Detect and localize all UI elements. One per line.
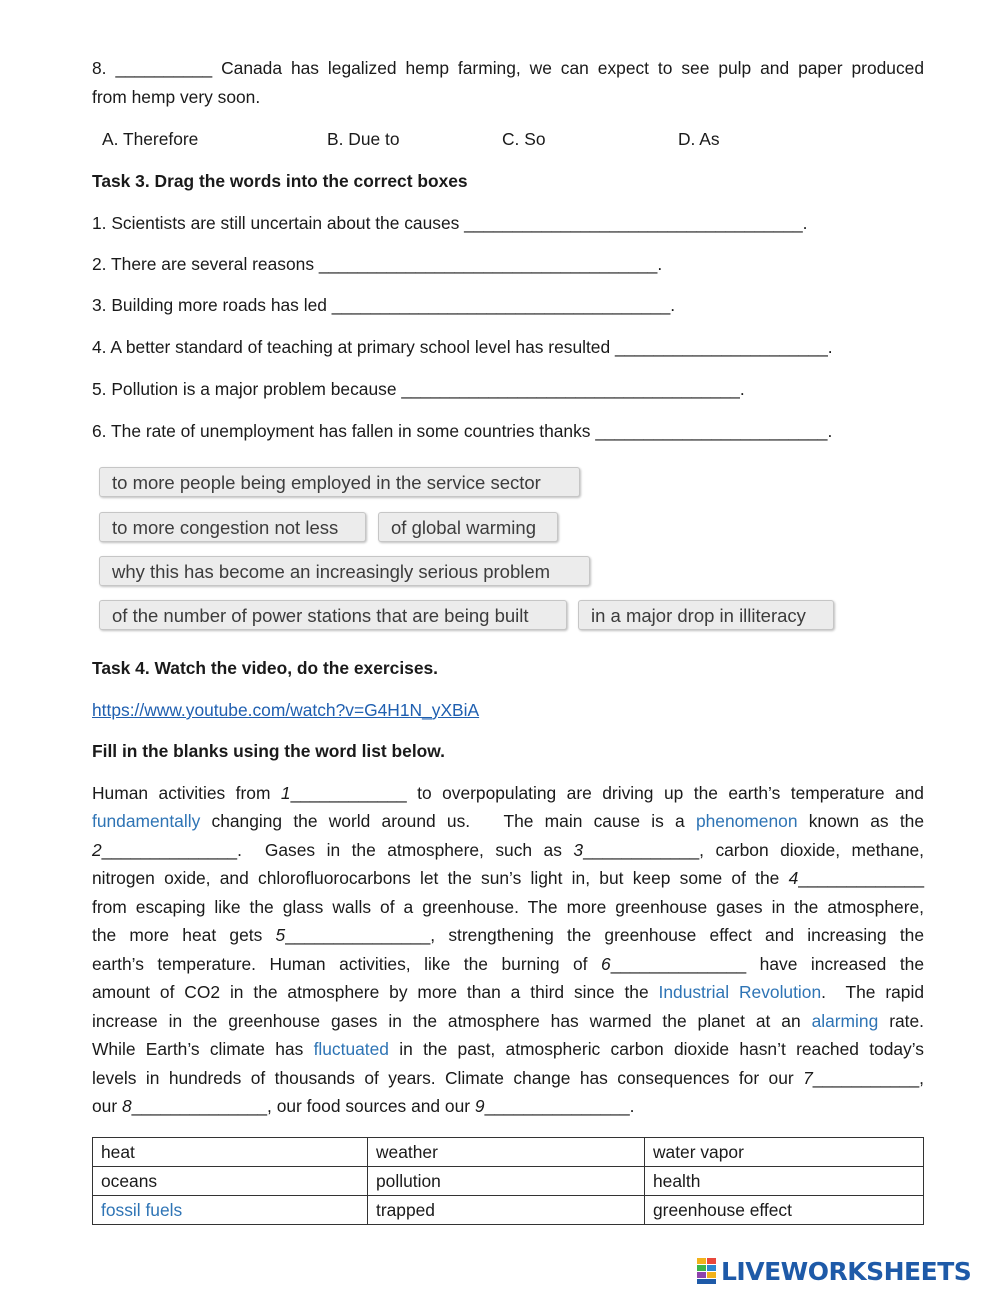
passage-line-2: fundamentally changing the world around us. The main cause is a phenomenon known as the <box>92 811 925 831</box>
table-row <box>93 1196 924 1225</box>
task-3-sentence-6: 6. The rate of unemployment has fallen in some countries thanks ________________________. <box>92 421 833 441</box>
liveworksheets-logo <box>697 1256 971 1286</box>
option-a[interactable]: A. Therefore <box>102 129 199 149</box>
table-cell: health <box>645 1167 924 1196</box>
table-cell: heat <box>93 1138 368 1167</box>
drag-chip-illiteracy[interactable]: in a major drop in illiteracy <box>578 600 834 630</box>
passage-line-7: earth’s temperature. Human activities, like the burning of 6______________ have increased the <box>92 954 924 974</box>
task-3-sentence-2: 2. There are several reasons ___________________________________. <box>92 254 663 274</box>
drag-chip-global-warming[interactable]: of global warming <box>378 512 558 542</box>
task-4-heading: Task 4. Watch the video, do the exercises. <box>92 658 439 678</box>
drag-chip-power-stations[interactable]: of the number of power stations that are being built <box>99 600 567 630</box>
passage-line-3: 2______________. Gases in the atmosphere, such as 3____________, carbon dioxide, methane, <box>92 840 925 860</box>
option-d[interactable]: D. As <box>678 129 720 149</box>
table-row <box>93 1167 924 1196</box>
table-row <box>93 1138 924 1167</box>
task-3-sentence-4: 4. A better standard of teaching at primary school level has resulted ______________________. <box>92 337 833 357</box>
passage-line-11: levels in hundreds of thousands of years. Climate change has consequences for our 7___________, <box>92 1068 924 1088</box>
task-3-sentence-5: 5. Pollution is a major problem because ___________________________________. <box>92 379 745 399</box>
table-cell: water vapor <box>645 1138 924 1167</box>
option-b[interactable]: B. Due to <box>327 129 400 149</box>
question-8-line-2: from hemp very soon. <box>92 87 261 107</box>
table-cell: fossil fuels <box>93 1196 368 1225</box>
question-8-blank[interactable]: __________ <box>115 58 213 78</box>
task-3-heading: Task 3. Drag the words into the correct boxes <box>92 171 468 191</box>
passage-line-12: our 8______________, our food sources and our 9_______________. <box>92 1096 635 1116</box>
drag-chip-service-sector[interactable]: to more people being employed in the service sector <box>99 467 580 497</box>
table-cell: trapped <box>368 1196 645 1225</box>
drag-chip-serious-problem[interactable]: why this has become an increasingly serious problem <box>99 556 590 586</box>
task-3-sentence-1: 1. Scientists are still uncertain about the causes ___________________________________. <box>92 213 808 233</box>
liveworksheets-logo-icon <box>697 1258 717 1284</box>
option-c[interactable]: C. So <box>502 129 546 149</box>
table-cell: pollution <box>368 1167 645 1196</box>
passage-line-8: amount of CO2 in the atmosphere by more than a third since the Industrial Revolution. The rapid <box>92 982 924 1002</box>
word-list-table <box>92 1137 924 1225</box>
fill-blanks-heading: Fill in the blanks using the word list below. <box>92 741 445 761</box>
table-cell: oceans <box>93 1167 368 1196</box>
passage-line-10: While Earth’s climate has fluctuated in the past, atmospheric carbon dioxide hasn’t reached today’s <box>92 1039 924 1059</box>
video-link[interactable]: https://www.youtube.com/watch?v=G4H1N_yXBiA <box>92 700 480 720</box>
task-3-sentence-3: 3. Building more roads has led ___________________________________. <box>92 295 676 315</box>
drag-chip-congestion[interactable]: to more congestion not less <box>99 512 366 542</box>
passage-line-9: increase in the greenhouse gases in the atmosphere has warmed the planet at an alarming rate. <box>92 1011 924 1031</box>
passage-line-1: Human activities from 1____________ to overpopulating are driving up the earth’s temperature and <box>92 783 924 803</box>
question-8-line-1: 8. __________ Canada has legalized hemp farming, we can expect to see pulp and paper produced <box>92 58 924 78</box>
logo-text: LIVEWORKSHEETS <box>721 1256 972 1286</box>
passage-line-4: nitrogen oxide, and chlorofluorocarbons let the sun’s light in, but keep some of the 4_____________ <box>92 868 924 888</box>
passage-line-6: the more heat gets 5_______________, strengthening the greenhouse effect and increasing the <box>92 925 924 945</box>
table-cell: weather <box>368 1138 645 1167</box>
table-cell: greenhouse effect <box>645 1196 924 1225</box>
passage-line-5: from escaping like the glass walls of a greenhouse. The more greenhouse gases in the atmosphere, <box>92 897 924 917</box>
